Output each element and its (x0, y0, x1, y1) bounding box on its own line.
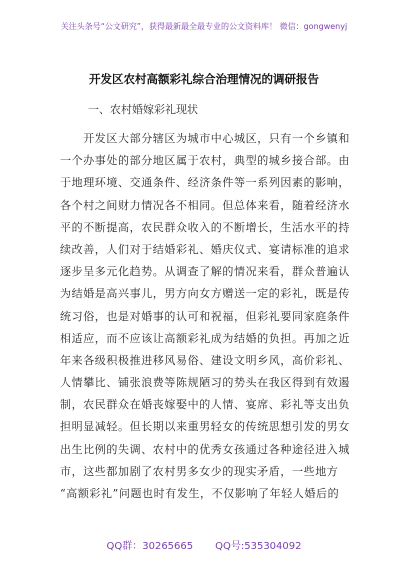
body-line: 于地理环境、交通条件、经济条件等一系列因素的影响， (60, 176, 350, 190)
body-line: 开发区大部分辖区为城市中心城区，只有一个乡镇和 (60, 132, 350, 145)
body-line: 出生比例的失调、农村中的优秀女孩通过各种途径进入城 (60, 442, 350, 456)
body-line: 人情攀比、铺张浪费等陈规陋习的势头在我区得到有效遏 (60, 376, 350, 390)
body-line: 统习俗，也是对婚事的认可和祝福，但彩礼要同家庭条件 (60, 309, 350, 323)
footer-qq-number: QQ号:535304092 (215, 541, 302, 552)
body-line: 各个村之间财力情况各不相同。但总体来看，随着经济水 (60, 198, 350, 212)
body-line: 相适应，而不应该让高额彩礼成为结婚的负担。再加之近 (60, 331, 350, 345)
body-line: 续改善，人们对于结婚彩礼、婚庆仪式、宴请标准的追求 (60, 242, 350, 256)
body-line: 一个办事处的部分地区属于农村，典型的城乡接合部。由 (60, 154, 350, 168)
footer-qq-group: QQ群：30265665 (106, 541, 194, 552)
header-banner: 关注头条号“公文研究”，获得最新最全最专业的公文资料库！ 微信：gongwenyj (60, 22, 348, 31)
body-line: 为结婚是高兴事儿，男方向女方赠送一定的彩礼，既是传 (60, 287, 350, 301)
body-line: 市，这些都加剧了农村男多女少的现实矛盾，一些地方 (60, 464, 339, 478)
footer (0, 541, 408, 553)
document-title: 开发区农村高额彩礼综合治理情况的调研报告 (89, 72, 319, 86)
body-line: 担明显减轻。但长期以来重男轻女的传统思想引发的男女 (60, 420, 350, 434)
body-line: 逐步呈多元化趋势。从调查了解的情况来看，群众普遍认 (60, 265, 350, 279)
body-line: “高额彩礼”问题也时有发生，不仅影响了年轻人婚后的 (60, 487, 340, 500)
body-line: 制，农民群众在婚丧嫁娶中的人情、宴席、彩礼等支出负 (60, 398, 350, 412)
body-text (60, 128, 360, 505)
body-line: 年来各级积极推进移风易俗、建设文明乡风，高价彩礼、 (60, 353, 350, 367)
section-heading: 一、农村婚嫁彩礼现状 (88, 103, 198, 116)
body-line: 平的不断提高，农民群众收入的不断增长，生活水平的持 (60, 220, 350, 234)
